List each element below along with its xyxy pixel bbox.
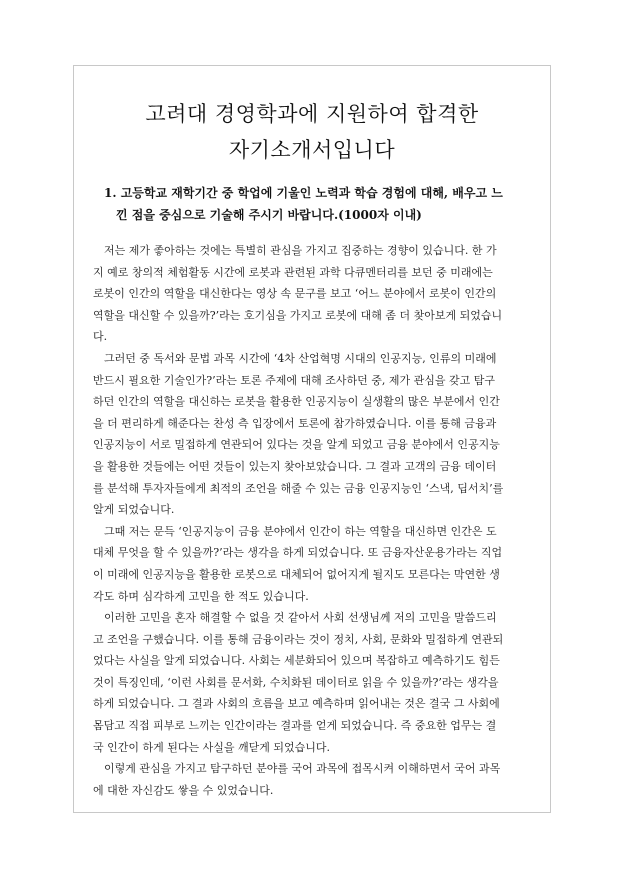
essay-line: 을 더 편리하게 해준다는 찬성 측 입장에서 토론에 참가하였습니다. 이를 통해 금융과 (93, 416, 497, 430)
essay-line: 저는 제가 좋아하는 것에는 특별히 관심을 가지고 집중하는 경향이 있습니다. 한 가 (104, 244, 497, 257)
essay-line: 알게 되었습니다. (93, 503, 175, 517)
essay-line: 것이 특징인데, ‘이런 사회를 문서화, 수치화된 데이터로 읽을 수 있을까?’라는 생각을 (93, 675, 499, 689)
title-line-1: 고려대 경영학과에 지원하여 합격한 (145, 102, 479, 126)
essay-line: 지 예로 창의적 체험활동 시간에 로봇과 관련된 과학 다큐멘터리를 보던 중 미래에는 (93, 265, 493, 279)
question-line-2: 낀 점을 중심으로 기술해 주시기 바랍니다.(1000자 이내) (116, 208, 422, 222)
essay-line: 었다는 사실을 알게 되었습니다. 사회는 세분화되어 있으며 복잡하고 예측하기도 힘든 (93, 654, 500, 668)
essay-line: 그러던 중 독서와 문법 과목 시간에 ‘4차 산업혁명 시대의 인공지능, 인류의 미래에 (104, 351, 497, 365)
essay-line: 그때 저는 문득 ‘인공지능이 금융 분야에서 인간이 하는 역할을 대신하면 인간은 도 (104, 524, 497, 538)
essay-line: 몸담고 직접 피부로 느끼는 인간이라는 결과를 얻게 되었습니다. 즉 중요한 업무는 결 (93, 719, 497, 733)
essay-body (93, 240, 538, 801)
title-line-2: 자기소개서입니다 (228, 138, 396, 162)
essay-line: 을 활용한 것들에는 어떤 것들이 있는지 찾아보았습니다. 그 결과 고객의 금융 데이터 (93, 459, 497, 473)
essay-line: 로봇이 인간의 역할을 대신한다는 영상 속 문구를 보고 ‘어느 분야에서 로봇이 인간의 (93, 287, 497, 301)
essay-line: 이렇게 관심을 가지고 탐구하던 분야를 국어 과목에 접목시켜 이해하면서 국어 과목 (104, 762, 501, 776)
essay-line: 고 조언을 구했습니다. 이를 통해 금융이라는 것이 정치, 사회, 문화와 밀접하게 연관되 (93, 632, 504, 646)
essay-line: 국 인간이 하게 된다는 사실을 깨닫게 되었습니다. (93, 740, 330, 754)
essay-line: 를 분석해 투자자들에게 최적의 조언을 해줄 수 있는 금융 인공지능인 ‘스낵, 딥서치’를 (93, 481, 504, 495)
essay-line: 에 대한 자신감도 쌓을 수 있었습니다. (93, 783, 274, 797)
essay-line: 하던 인간의 역할을 대신하는 로봇을 활용한 인공지능이 실생활의 많은 부분에서 인간 (93, 395, 500, 409)
question-prompt (104, 182, 528, 226)
essay-line: 하게 되었습니다. 그 결과 사회의 흐름을 보고 예측하며 읽어내는 것은 결국 그 사회에 (93, 697, 500, 711)
essay-line: 역할을 대신할 수 있을까?’라는 호기심을 가지고 로봇에 대해 좀 더 찾아보게 되었습니 (93, 308, 503, 322)
essay-line: 각도 하며 심각하게 고민을 한 적도 있습니다. (93, 589, 309, 603)
essay-line: 대체 무엇을 할 수 있을까?’라는 생각을 하게 되었습니다. 또 금융자산운용가라는 직업 (93, 546, 503, 560)
document-title (73, 96, 551, 168)
essay-line: 반드시 필요한 기술인가?’라는 토론 주제에 대해 조사하던 중, 제가 관심을 갖고 탐구 (93, 373, 496, 387)
essay-line: 인공지능이 서로 밀접하게 연관되어 있다는 것을 알게 되었고 금융 분야에서 인공지능 (93, 438, 500, 452)
essay-line: 이러한 고민을 혼자 해결할 수 없을 것 같아서 사회 선생님께 저의 고민을 말씀드리 (104, 611, 497, 625)
essay-line: 다. (93, 330, 108, 344)
question-line-1: 1. 고등학교 재학기간 중 학업에 기울인 노력과 학습 경험에 대해, 배우고 느 (104, 186, 503, 200)
essay-line: 이 미래에 인공지능을 활용한 로봇으로 대체되어 없어지게 될지도 모른다는 막연한 생 (93, 567, 500, 581)
